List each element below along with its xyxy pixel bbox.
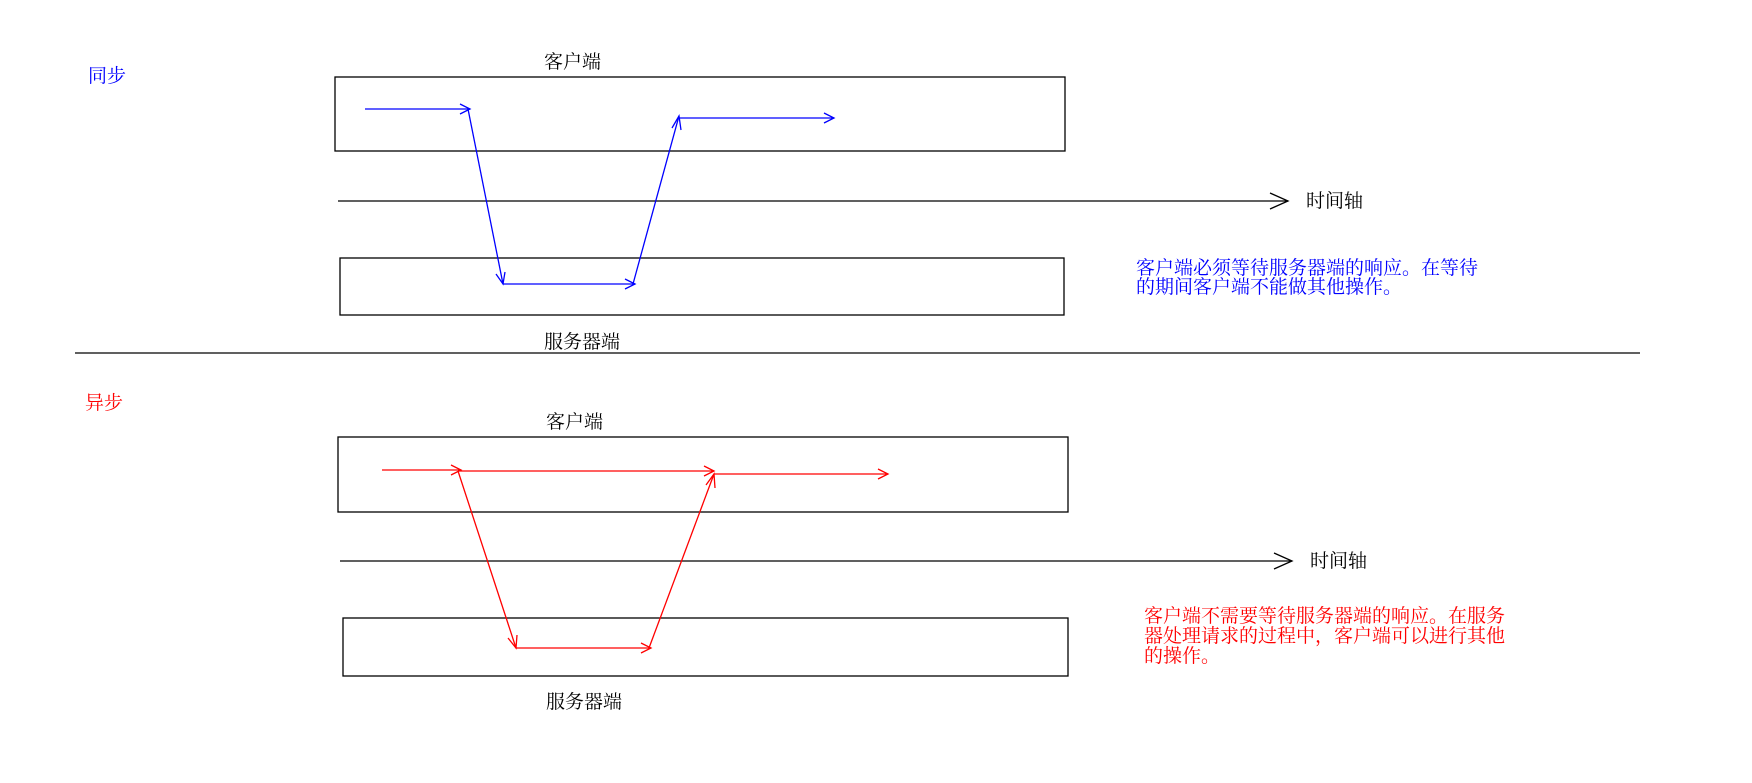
async-client-box [338, 437, 1068, 512]
async-axis-label: 时间轴 [1310, 550, 1368, 572]
sync-note-line-1: 客户端必须等待服务器端的响应。在等待 [1136, 257, 1479, 279]
async-server-box [343, 618, 1068, 676]
sync-client-box [335, 77, 1065, 151]
sync-note-line-2: 的期间客户端不能做其他操作。 [1136, 276, 1403, 298]
async-server-label: 服务器端 [546, 691, 623, 713]
sync-client-label: 客户端 [544, 51, 602, 73]
sync-flow-response [633, 116, 679, 284]
sync-server-label: 服务器端 [544, 331, 621, 353]
sync-title: 同步 [88, 65, 127, 87]
sync-axis-label: 时间轴 [1306, 190, 1364, 212]
async-flow [382, 465, 888, 653]
async-flow-request [458, 471, 516, 648]
sync-flow [365, 104, 834, 289]
async-note-line-1: 客户端不需要等待服务器端的响应。在服务 [1144, 605, 1506, 627]
async-note-line-2: 器处理请求的过程中，客户端可以进行其他 [1144, 625, 1506, 647]
async-section [85, 392, 1505, 713]
async-title: 异步 [85, 392, 124, 414]
sync-section [88, 51, 1478, 353]
async-client-label: 客户端 [546, 411, 604, 433]
sync-server-box [340, 258, 1064, 315]
async-note-line-3: 的操作。 [1144, 645, 1221, 667]
async-flow-arrowhead [706, 474, 715, 488]
